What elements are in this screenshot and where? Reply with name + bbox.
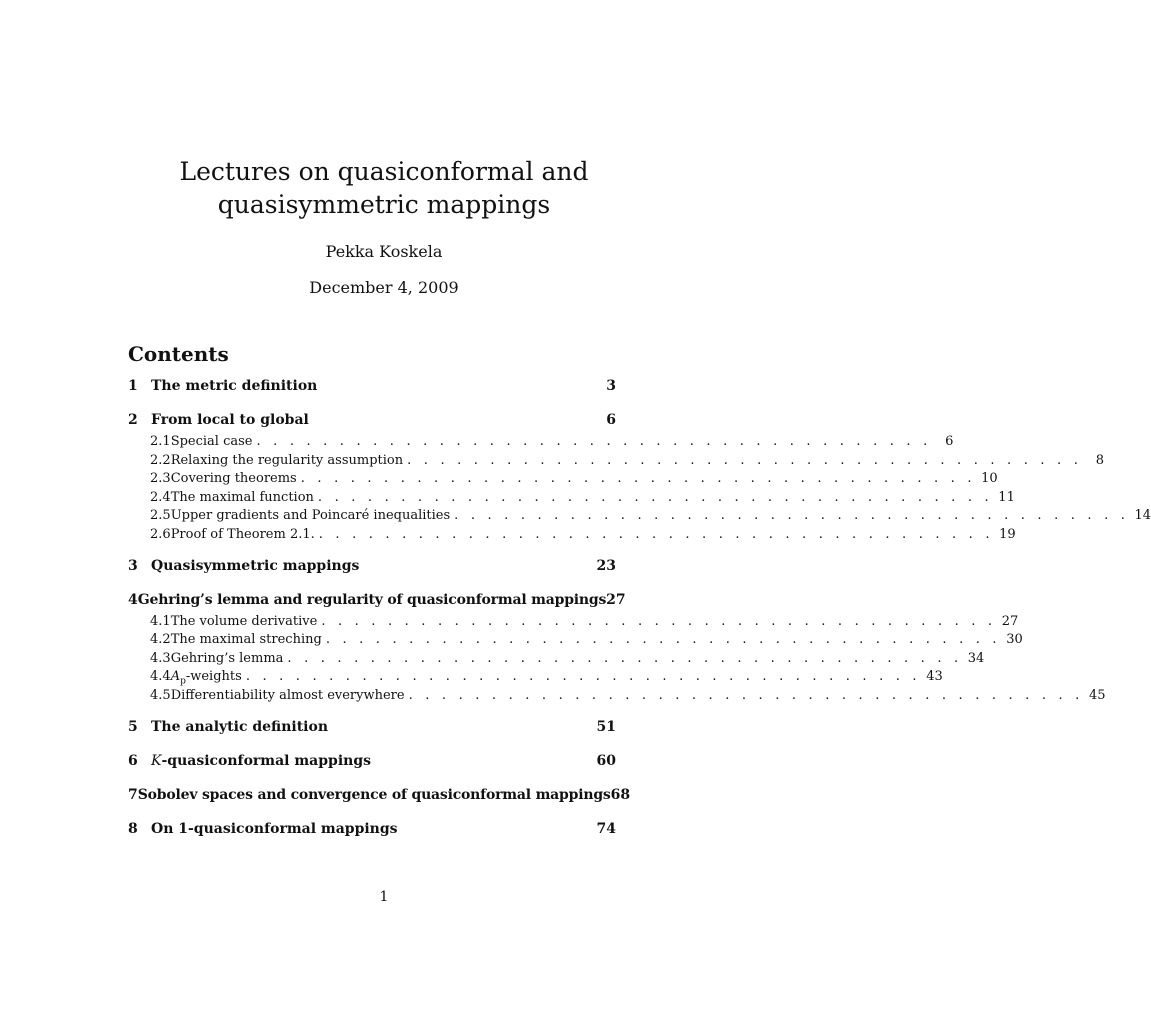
leader-dots: . . . . . . . . . . . . . . . . . . . . . . . . . . . . . . . . . . . . . . . . . (321, 613, 997, 629)
leader-dots: . . . . . . . . . . . . . . . . . . . . . . . . . . . . . . . . . . . . . . . . . (325, 632, 1001, 648)
subsection-title (171, 669, 242, 687)
subsection-number: 2.3 (150, 471, 171, 487)
subsection-page: 34 (967, 650, 985, 666)
section-page: 3 (606, 378, 616, 394)
subsection-number: 4.4 (150, 669, 171, 685)
toc-section[interactable] (128, 412, 616, 434)
leader-dots: . . . . . . . . . . . . . . . . . . . . . . . . . . . . . . . . . . . . . . . . . (300, 471, 976, 487)
section-number: 8 (128, 820, 138, 837)
subsection-title: The maximal function (170, 489, 314, 505)
section-number: 7 (128, 786, 138, 803)
toc-section[interactable] (128, 753, 616, 775)
page-number: 1 (379, 889, 389, 905)
section-page: 23 (596, 557, 616, 574)
math-symbol-k: K (151, 752, 162, 769)
subsection-page: 43 (926, 669, 943, 685)
subsection-title: Proof of Theorem 2.1. (170, 526, 315, 542)
subsection-number: 2.2 (150, 452, 171, 468)
toc-section[interactable] (128, 558, 616, 580)
subsection-page: 14 (1134, 508, 1151, 524)
leader-dots: . . . . . . . . . . . . . . . . . . . . . . . . . . . . . . . . . . . . . . . . . (454, 508, 1130, 524)
subsection-page: 11 (998, 489, 1015, 505)
section-title: From local to global (151, 412, 309, 428)
section-page: 60 (596, 752, 616, 769)
toc-subsection[interactable] (128, 526, 1016, 546)
subsection-title: Upper gradients and Poincaré inequalities (170, 508, 451, 524)
subsection-number: 2.1 (150, 434, 171, 449)
math-symbol-a: A (170, 669, 181, 685)
section-title: Sobolev spaces and convergence of quasiconformal mappings (137, 786, 611, 803)
table-of-contents (128, 378, 1151, 843)
subsection-number: 4.2 (150, 632, 171, 648)
section-number: 4 (128, 591, 138, 608)
section-title (151, 753, 597, 769)
leader-dots: . . . . . . . . . . . . . . . . . . . . . . . . . . . . . . . . . . . . . . . . . (256, 434, 932, 449)
subsection-page: 8 (1095, 452, 1105, 468)
leader-dots: . . . . . . . . . . . . . . . . . . . . . . . . . . . . . . . . . . . . . . . . . (245, 669, 921, 685)
subsection-number: 2.5 (150, 508, 171, 524)
subsection-title: Gehring’s lemma (170, 650, 284, 666)
subsection-title: Covering theorems (170, 471, 297, 487)
section-number: 1 (128, 378, 138, 394)
toc-section[interactable] (128, 719, 616, 741)
subsection-title: The volume derivative (170, 613, 318, 629)
subsection-page: 10 (981, 471, 998, 487)
section-title: Quasisymmetric mappings (151, 557, 360, 574)
leader-dots: . . . . . . . . . . . . . . . . . . . . . . . . . . . . . . . . . . . . . . . . . (408, 687, 1084, 703)
section-title-rest: -quasiconformal mappings (161, 752, 372, 769)
section-number: 3 (128, 557, 138, 574)
subsection-number: 4.5 (150, 687, 171, 703)
toc-section[interactable] (128, 786, 631, 809)
subsection-number: 4.3 (150, 650, 171, 666)
title-line-1: Lectures on quasiconformal and (179, 157, 589, 186)
title-line-2: quasisymmetric mappings (217, 190, 551, 219)
section-page: 68 (610, 786, 631, 803)
subsection-page: 30 (1006, 632, 1023, 648)
section-number: 5 (128, 718, 138, 735)
subsection-page: 45 (1088, 687, 1106, 703)
section-page: 6 (606, 412, 616, 428)
author: Pekka Koskela (325, 242, 443, 261)
leader-dots: . . . . . . . . . . . . . . . . . . . . . . . . . . . . . . . . . . . . . . . . . (287, 650, 963, 666)
toc-subsection[interactable] (128, 669, 943, 688)
section-number: 2 (128, 412, 138, 428)
toc-subsection[interactable] (128, 471, 998, 490)
toc-subsection[interactable] (128, 489, 1015, 509)
toc-section[interactable] (128, 821, 616, 843)
subsection-page: 6 (945, 434, 954, 449)
subsection-title: Special case (170, 434, 253, 449)
subsection-number: 2.4 (150, 489, 171, 505)
section-page: 74 (596, 820, 616, 837)
contents-heading: Contents (128, 342, 229, 366)
toc-subsection[interactable] (128, 650, 985, 670)
subsection-title: Relaxing the regularity assumption (170, 452, 404, 468)
subsection-number: 2.6 (150, 526, 171, 542)
toc-subsection[interactable] (128, 452, 1105, 472)
toc-subsection[interactable] (128, 434, 954, 453)
leader-dots: . . . . . . . . . . . . . . . . . . . . . . . . . . . . . . . . . . . . . . . . . (318, 526, 994, 542)
toc-subsection[interactable] (128, 632, 1023, 651)
toc-subsection[interactable] (128, 508, 1151, 527)
section-title: The analytic definition (151, 718, 329, 735)
section-title: On 1-quasiconformal mappings (151, 820, 398, 837)
subsection-number: 4.1 (150, 613, 171, 629)
toc-subsection[interactable] (128, 687, 1106, 707)
toc-section[interactable] (128, 591, 626, 614)
subsection-page: 27 (1001, 613, 1019, 629)
section-title: Gehring’s lemma and regularity of quasiconformal mappings (137, 591, 607, 608)
section-page: 27 (606, 591, 626, 608)
toc-section[interactable] (128, 378, 616, 400)
subsection-title-rest: -weights (185, 669, 242, 685)
subsection-page: 19 (999, 526, 1016, 542)
section-page: 51 (596, 718, 616, 735)
date: December 4, 2009 (309, 278, 459, 297)
section-number: 6 (128, 752, 138, 769)
subsection-title: The maximal streching (170, 632, 322, 648)
section-title: The metric definition (151, 378, 318, 394)
math-subscript-p: p (180, 676, 186, 687)
leader-dots: . . . . . . . . . . . . . . . . . . . . . . . . . . . . . . . . . . . . . . . . . (407, 452, 1083, 468)
leader-dots: . . . . . . . . . . . . . . . . . . . . . . . . . . . . . . . . . . . . . . . . . (317, 489, 993, 505)
toc-subsection[interactable] (128, 613, 1019, 633)
subsection-title: Differentiability almost everywhere (170, 687, 405, 703)
